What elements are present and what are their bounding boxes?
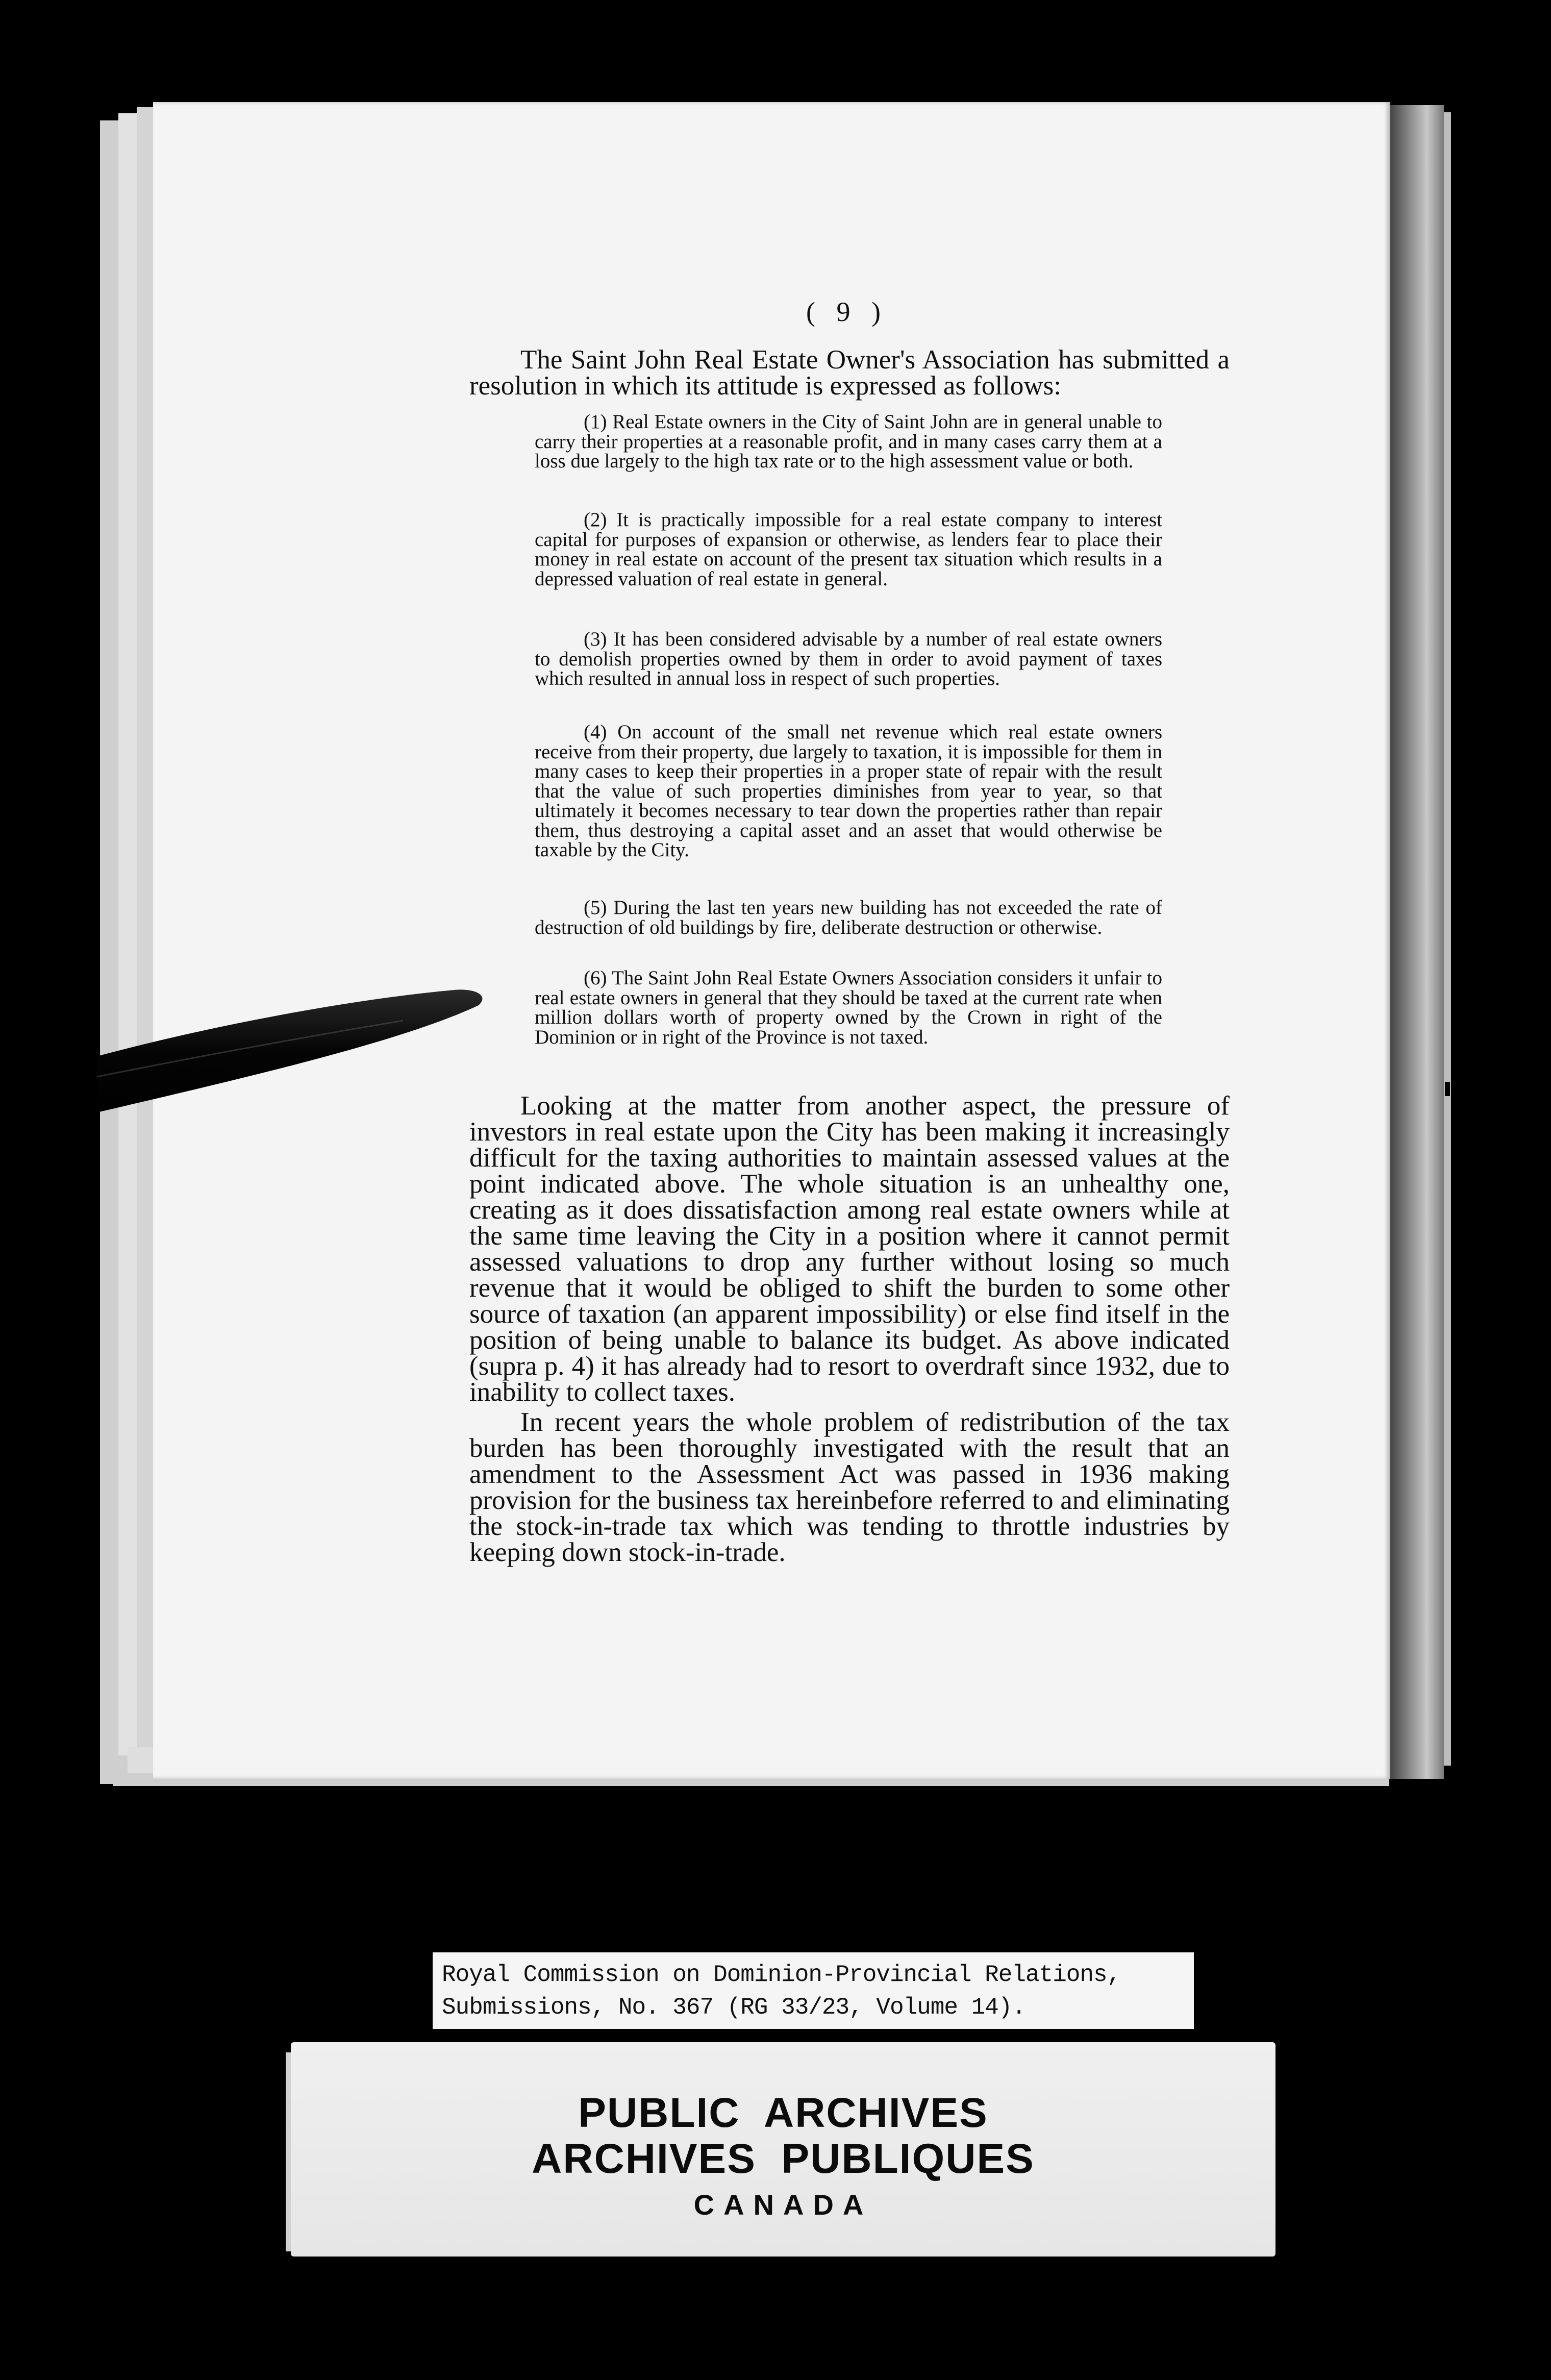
page-edge [118, 113, 139, 1782]
resolution-item-2: (2) It is practically impossible for a real estate company to interest capital for purposes of expansion or otherwise, as lenders fear to place their money in real estate on account of the present tax situation which results in a depressed valuation of real estate in general. [535, 509, 1162, 590]
paragraph-3: In recent years the whole problem of redistribution of the tax burden has been thoroughly investigated with the result that an amendment to the Assessment Act was passed in 1936 making provision for the business tax hereinbefore referred to and eliminating the stock-in-trade tax which was tending to throttle industries by keeping down stock-in-trade. [469, 1407, 1230, 1567]
archives-stamp [291, 2042, 1275, 2257]
resolution-item-3: (3) It has been considered advisable by a number of real estate owners to demolish properties owned by them in order to avoid payment of taxes which resulted in annual loss in respect of such properties. [535, 628, 1162, 689]
intro-paragraph: The Saint John Real Estate Owner's Association has submitted a resolution in which its attitude is expressed as follows: [469, 345, 1230, 401]
resolution-item-1: (1) Real Estate owners in the City of Saint John are in general unable to carry their properties at a reasonable profit, and in many cases carry them at a loss due largely to the high tax rate or to the high assessment value or both. [535, 411, 1162, 472]
stamp-line-2: ARCHIVES PUBLIQUES [532, 2136, 1035, 2182]
page-number: ( 9 ) [806, 296, 888, 327]
resolution-item-4: (4) On account of the small net revenue which real estate owners receive from their property, due largely to taxation, it is impossible for them in many cases to keep their properties in a proper state of repair with the result that the value of such properties diminishes from year to year, so that ultimately it becomes necessary to tear down the properties rather than repair them, thus destroying a capital asset and an asset that would otherwise be taxable by the City. [535, 721, 1162, 861]
citation-line-1: Royal Commission on Dominion-Provincial Relations, [442, 1962, 1121, 1988]
page-edge [100, 120, 120, 1784]
citation-line-2: Submissions, No. 367 (RG 33/23, Volume 14). [442, 1994, 1025, 2021]
binding-shadow [1388, 105, 1444, 1779]
stamp-line-1: PUBLIC ARCHIVES [578, 2090, 988, 2136]
citation-label [433, 1952, 1194, 2029]
page-mark [1445, 1082, 1450, 1096]
paragraph-2: Looking at the matter from another aspect, the pressure of investors in real estate upon the City has been making it increasingly difficult for the taxing authorities to maintain assessed values at the point indicated above. The whole situation is an unhealthy one, creating as it does dissatisfaction among real estate owners while at the same time leaving the City in a position where it cannot permit assessed valuations to drop any further without losing so much revenue that it would be obliged to shift the burden to some other source of taxation (an apparent impossibility) or else find itself in the position of being unable to balance its budget. As above indicated (supra p. 4) it has already had to resort to overdraft since 1932, due to inability to collect taxes. [469, 1091, 1230, 1407]
resolution-item-6: (6) The Saint John Real Estate Owners Association considers it unfair to real estate owners in general that they should be taxed at the current rate when million dollars worth of property owned by the Crown in right of the Dominion or in right of the Province is not taxed. [535, 967, 1162, 1048]
resolution-item-5: (5) During the last ten years new building has not exceeded the rate of destruction of old buildings by fire, deliberate destruction or otherwise. [535, 897, 1162, 938]
pointer-object [97, 980, 485, 1133]
stamp-line-3: CANADA [693, 2189, 873, 2221]
